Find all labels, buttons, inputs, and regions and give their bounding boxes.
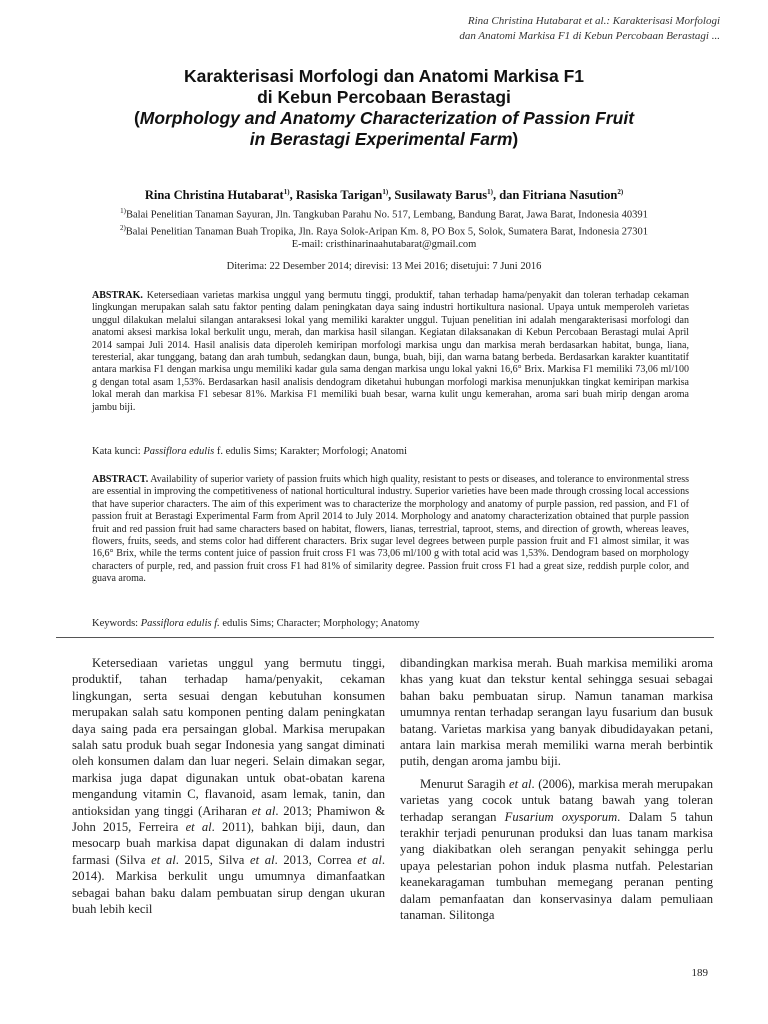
species-name: Fusarium oxysporum — [504, 809, 618, 824]
page-number: 189 — [691, 967, 708, 979]
et-al: et al — [357, 852, 382, 867]
et-al: et al — [251, 803, 276, 818]
keywords — [92, 618, 689, 629]
et-al: et al — [250, 852, 275, 867]
affiliation-2-text: Balai Penelitian Tanaman Buah Tropika, Jln. Raya Solok-Aripan Km. 8, PO Box 5, Solok, Sumatera Barat, Indonesia 27301 — [125, 226, 649, 237]
title-id-line1: Karakterisasi Morfologi dan Anatomi Markisa F1 — [183, 66, 584, 86]
title-en-text1: Morphology and Anatomy Characterization of Passion Fruit — [139, 108, 635, 128]
author-4: Fitriana Nasution — [522, 188, 618, 203]
title-id-line2: di Kebun Percobaan Berastagi — [257, 87, 511, 107]
body-text: Ketersediaan varietas unggul yang bermutu tinggi, produktif, tahan terhadap hama/penyakit, cekaman lingkungan, serta sesuai dengan kebutuhan konsumen merupakan salah satu komponen penting dalam peningkatan daya saing pada era persaingan global. Markisa merupakan salah satu produk buah segar Indonesia yang sangat diminati oleh konsumen dalam dan luar negeri. Selain dimakan segar, markisa juga dapat digunakan untuk obat-obatan karena mengandung vitamin C, flavanoid, asam lemak, tanin, dan antioksidan yang tinggi (Ariharan — [72, 656, 385, 818]
right-column — [400, 655, 713, 924]
body-text: . 2013; Phamiwon & John 2015, Ferreira — [72, 803, 385, 835]
running-head-line2: dan Anatomi Markisa F1 di Kebun Percobaan Berastagi ... — [459, 30, 720, 42]
author-3-sup: 1) — [487, 188, 493, 196]
author-1-sup: 1) — [283, 188, 290, 196]
submission-dates: Diterima: 22 Desember 2014; direvisi: 13 Mei 2016; disetujui: 7 Juni 2016 — [226, 261, 542, 272]
affiliation-2-sup: 2) — [119, 223, 126, 232]
kata-kunci — [92, 446, 689, 457]
body-paragraph — [400, 776, 713, 924]
author-conj: dan — [499, 188, 520, 203]
section-divider — [56, 637, 714, 638]
abstract-text: Availability of superior variety of passion fruits which high quality, resistant to pests or diseases, and tolerance to environmental stress are essential in improving the competitiveness of national horticultural industry. Superior varieties have been made through crossing local accessions that have superior characters. The aim of this experiment was to characterize the morphology and anatomy of purple passion, red passion, and F1 of passion fruit at Berastagi Experimental Farm from April 2014 to July 2014. Morphology and anatomy characterization obtained that purple passion fruit and red passion fruit had same characters based on habitat, flowers, lianas, terrestrial, taproot, stems, and direction of growth, whereas leaves, flowers, fruits, seeds, and stems color had different characters. Brix sugar level degrees between purple passion fruit and F1 almost similar, it was 16,6° Brix, while the terms content juice of passion fruit cross F1 was 73,06 ml/100 g with total acid was 1,53%. Dendogram based on morphology characters of purple, red, and passion fruit cross F1 had 81% of similarity degree. Passion fruit cross F1 had a great size, reddish purple color, and guava aroma. — [92, 474, 689, 585]
body-text: . 2015, Silva — [175, 852, 251, 867]
body-text: Menurut Saragih — [420, 776, 510, 791]
body-text: . 2013, Correa — [274, 852, 358, 867]
author-2-sup: 1) — [382, 188, 389, 196]
body-text: . Dalam 5 tahun terakhir terjadi penurunan produksi dan luas tanam markisa yang diakibatkan oleh serangan penyakit sehingga perlu upaya pelestarian pohon induk plasma nutfah. Pelestarian keanekaragaman tumbuhan memegang peranan penting dalam pemanfaatan dan konservasinya dalam pemuliaan tanaman. Silitonga — [400, 809, 713, 923]
kata-kunci-rest: f. edulis Sims; Karakter; Morfologi; Anatomi — [214, 446, 407, 457]
author-3: Susilawaty Barus — [394, 188, 488, 203]
et-al: et al — [509, 776, 532, 791]
abstract-label: ABSTRACT. — [92, 474, 149, 485]
body-text: . (2006), markisa merah merupakan varietas yang cocok untuk batang bawah yang toleran terhadap serangan — [400, 776, 713, 824]
keywords-species: Passiflora edulis f. — [140, 618, 220, 629]
body-text: . 2011), bahkan biji, daun, dan mesocarp buah markisa dapat digunakan di dalam industri farmasi (Silva — [72, 820, 385, 867]
author-sep: , — [289, 188, 293, 203]
running-head — [260, 14, 720, 44]
abstrak-block — [92, 290, 689, 414]
kata-kunci-species: Passiflora edulis — [143, 446, 215, 457]
title-paren-close: ) — [512, 129, 519, 149]
author-sep: , — [492, 188, 497, 203]
running-head-line1: Rina Christina Hutabarat et al.: Karakterisasi Morfologi — [467, 15, 720, 27]
title-paren-open: ( — [133, 108, 140, 128]
title-en-text2: in Berastagi Experimental Farm — [249, 129, 513, 149]
abstrak-label: ABSTRAK. — [92, 290, 143, 301]
affiliation-2 — [40, 222, 728, 239]
author-email: E-mail: cristhinarinaahutabarat@gmail.com — [291, 239, 477, 250]
et-al: et al — [151, 852, 176, 867]
affiliation-1-text: Balai Penelitian Tanaman Sayuran, Jln. Tangkuban Parahu No. 517, Lembang, Bandung Barat, Jawa Barat, Indonesia 40391 — [125, 209, 648, 221]
keywords-rest: edulis Sims; Character; Morphology; Anatomy — [219, 618, 420, 629]
title-en-line2 — [60, 129, 708, 150]
author-2: Rasiska Tarigan — [295, 188, 383, 203]
affiliations — [40, 205, 728, 251]
affiliation-1 — [40, 205, 728, 222]
body-paragraph — [72, 655, 385, 918]
author-1: Rina Christina Hutabarat — [144, 188, 284, 203]
author-list — [40, 188, 728, 203]
kata-kunci-label: Kata kunci: — [92, 446, 141, 457]
title-en-line1 — [60, 108, 708, 129]
author-4-sup: 2) — [617, 188, 624, 196]
author-sep: , — [388, 188, 392, 203]
et-al: et al — [185, 820, 212, 835]
article-title — [60, 66, 708, 150]
left-column — [72, 655, 385, 918]
body-text: . 2014). Markisa berkulit ungu umumnya dimanfaatkan sebagai bahan baku dalam pembuatan sirup dengan ukuran buah lebih kecil — [72, 852, 385, 917]
keywords-label: Keywords: — [92, 618, 139, 629]
affiliation-1-sup: 1) — [120, 207, 126, 215]
abstract-block — [92, 474, 689, 586]
abstrak-text: Ketersediaan varietas markisa unggul yang bermutu tinggi, produktif, tahan terhadap hama/penyakit dan toleran terhadap cekaman lingkungan merupakan salah satu faktor penting dalam peningkatan daya saing industri hortikultura nasional. Upaya untuk memperoleh varietas unggul dilakukan melalui silangan antaraksesi lokal yang memiliki karakter unggul. Tujuan penelitian ini adalah mengarakterisasi morfologi dan anatomi aksesi markisa lokal berkulit ungu, merah, dan markisa hasil silangan. Kegiatan dilaksanakan di Kebun Percobaan Berastagi mulai April 2014 sampai Juli 2014. Hasil analisis data diperoleh kemiripan morfologi markisa ungu dan markisa merah berdasarkan habitat, bunga, liana, teresterial, akar tunggang, batang dan arah tumbuh, sedangkan daun, bunga, buah, biji, dan warna batang berbeda. Berdasarkan karakter kuantitatif antara markisa F1 dengan markisa ungu memiliki kadar gula sama dengan markisa ungu lokal yakni 16,6° Brix. Markisa F1 memiliki 73,06 ml/100 g dengan total asam 1,53%. Berdasarkan hasil analisis dendogram diketahui hubungan morfologi markisa menunjukkan tingkat kemiripan markisa lokal merah dan markisa F1 sebesar 81%. Markisa F1 memiliki buah besar, warna kulit ungu kemerahan, aroma sari buah mirip dengan aroma jambu biji. — [92, 290, 689, 413]
body-paragraph: dibandingkan markisa merah. Buah markisa memiliki aroma khas yang kuat dan tekstur kental sehingga sesuai sebagai bahan baku pembuatan sirup. Namun tanaman markisa umumnya rentan terhadap serangan layu fusarium dan busuk batang. Varietas markisa yang banyak dibudidayakan petani, antara lain markisa merah memiliki warna merah berbintik putih, dengan aroma jambu biji. — [400, 656, 713, 769]
